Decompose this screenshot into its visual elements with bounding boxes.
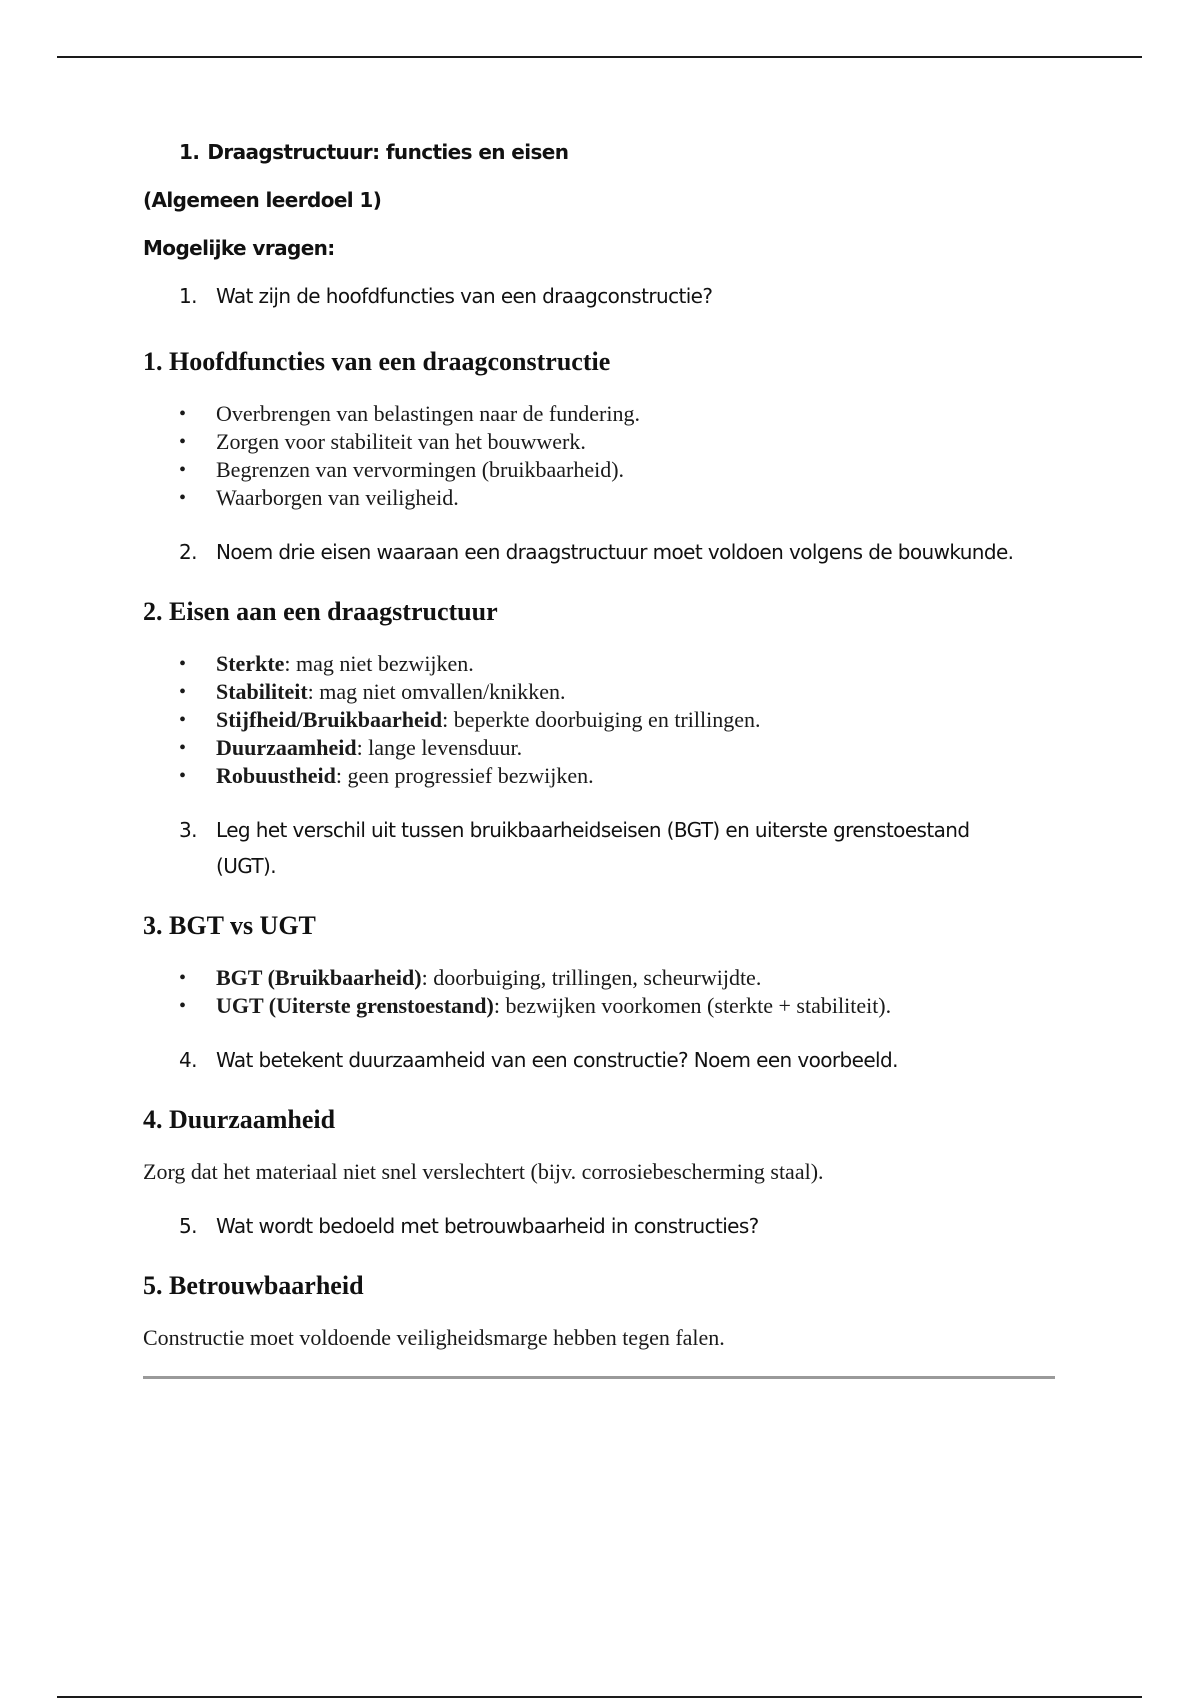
title-number: 1. [179, 140, 200, 164]
question-number: 1. [179, 284, 197, 308]
question-number: 2. [179, 540, 197, 564]
intro-label: Mogelijke vragen: [143, 236, 335, 260]
question-2 [143, 534, 1063, 570]
title-text: Draagstructuur: functies en eisen [207, 140, 569, 164]
bullet-icon: • [179, 459, 187, 481]
section-5-text: Constructie moet voldoende veiligheidsmarge hebben tegen falen. [143, 1325, 725, 1350]
question-1 [143, 278, 1063, 314]
question-3 [143, 812, 996, 884]
bullet-icon: • [179, 995, 187, 1017]
bullet-icon: • [179, 487, 187, 509]
section-heading-1: 1. Hoofdfuncties van een draagconstructie [143, 347, 611, 376]
list-item: • Overbrengen van belastingen naar de fundering. [179, 401, 640, 426]
question-text: Wat wordt bedoeld met betrouwbaarheid in constructies? [216, 1214, 759, 1238]
document-body [143, 140, 1063, 1379]
page-bottom-rule [57, 1696, 1142, 1698]
bullet-icon: • [179, 431, 187, 453]
section-heading-3: 3. BGT vs UGT [143, 911, 316, 940]
bullet-icon: • [179, 967, 187, 989]
question-text: Leg het verschil uit tussen bruikbaarheidseisen (BGT) en uiterste grenstoestand (UGT). [216, 818, 970, 878]
section-3-list [143, 964, 1063, 1020]
list-item: • Begrenzen van vervormingen (bruikbaarheid). [179, 457, 625, 482]
question-4 [143, 1042, 1063, 1078]
bullet-icon: • [179, 653, 187, 675]
question-number: 4. [179, 1048, 197, 1072]
horizontal-rule [143, 1376, 1055, 1379]
section-heading-4: 4. Duurzaamheid [143, 1105, 336, 1134]
section-2-list [143, 650, 1063, 790]
section-heading-2: 2. Eisen aan een draagstructuur [143, 597, 498, 626]
bullet-icon: • [179, 737, 187, 759]
bullet-icon: • [179, 681, 187, 703]
bullet-icon: • [179, 709, 187, 731]
subtitle: (Algemeen leerdoel 1) [143, 188, 382, 212]
section-1-list [143, 400, 1063, 512]
list-item: • Sterkte: mag niet bezwijken. [179, 651, 474, 676]
list-item: • Stijfheid/Bruikbaarheid: beperkte doorbuiging en trillingen. [179, 707, 761, 732]
list-item: • Waarborgen van veiligheid. [179, 485, 459, 510]
bullet-icon: • [179, 765, 187, 787]
document-title [179, 140, 1063, 164]
list-item: • Zorgen voor stabiliteit van het bouwwerk. [179, 429, 586, 454]
section-heading-5: 5. Betrouwbaarheid [143, 1271, 364, 1300]
question-text: Wat betekent duurzaamheid van een constructie? Noem een voorbeeld. [216, 1048, 898, 1072]
list-item: • UGT (Uiterste grenstoestand): bezwijken voorkomen (sterkte + stabiliteit). [179, 993, 892, 1018]
list-item: • Robuustheid: geen progressief bezwijken. [179, 763, 594, 788]
question-number: 3. [179, 818, 197, 842]
list-item: • Duurzaamheid: lange levensduur. [179, 735, 523, 760]
bullet-icon: • [179, 403, 187, 425]
question-text: Wat zijn de hoofdfuncties van een draagconstructie? [216, 284, 713, 308]
question-number: 5. [179, 1214, 197, 1238]
section-4-text: Zorg dat het materiaal niet snel verslechtert (bijv. corrosiebescherming staal). [143, 1159, 824, 1184]
question-5 [143, 1208, 1063, 1244]
question-text: Noem drie eisen waaraan een draagstructuur moet voldoen volgens de bouwkunde. [216, 540, 1014, 564]
page-top-rule [57, 56, 1142, 58]
list-item: • BGT (Bruikbaarheid): doorbuiging, trillingen, scheurwijdte. [179, 965, 762, 990]
list-item: • Stabiliteit: mag niet omvallen/knikken. [179, 679, 566, 704]
